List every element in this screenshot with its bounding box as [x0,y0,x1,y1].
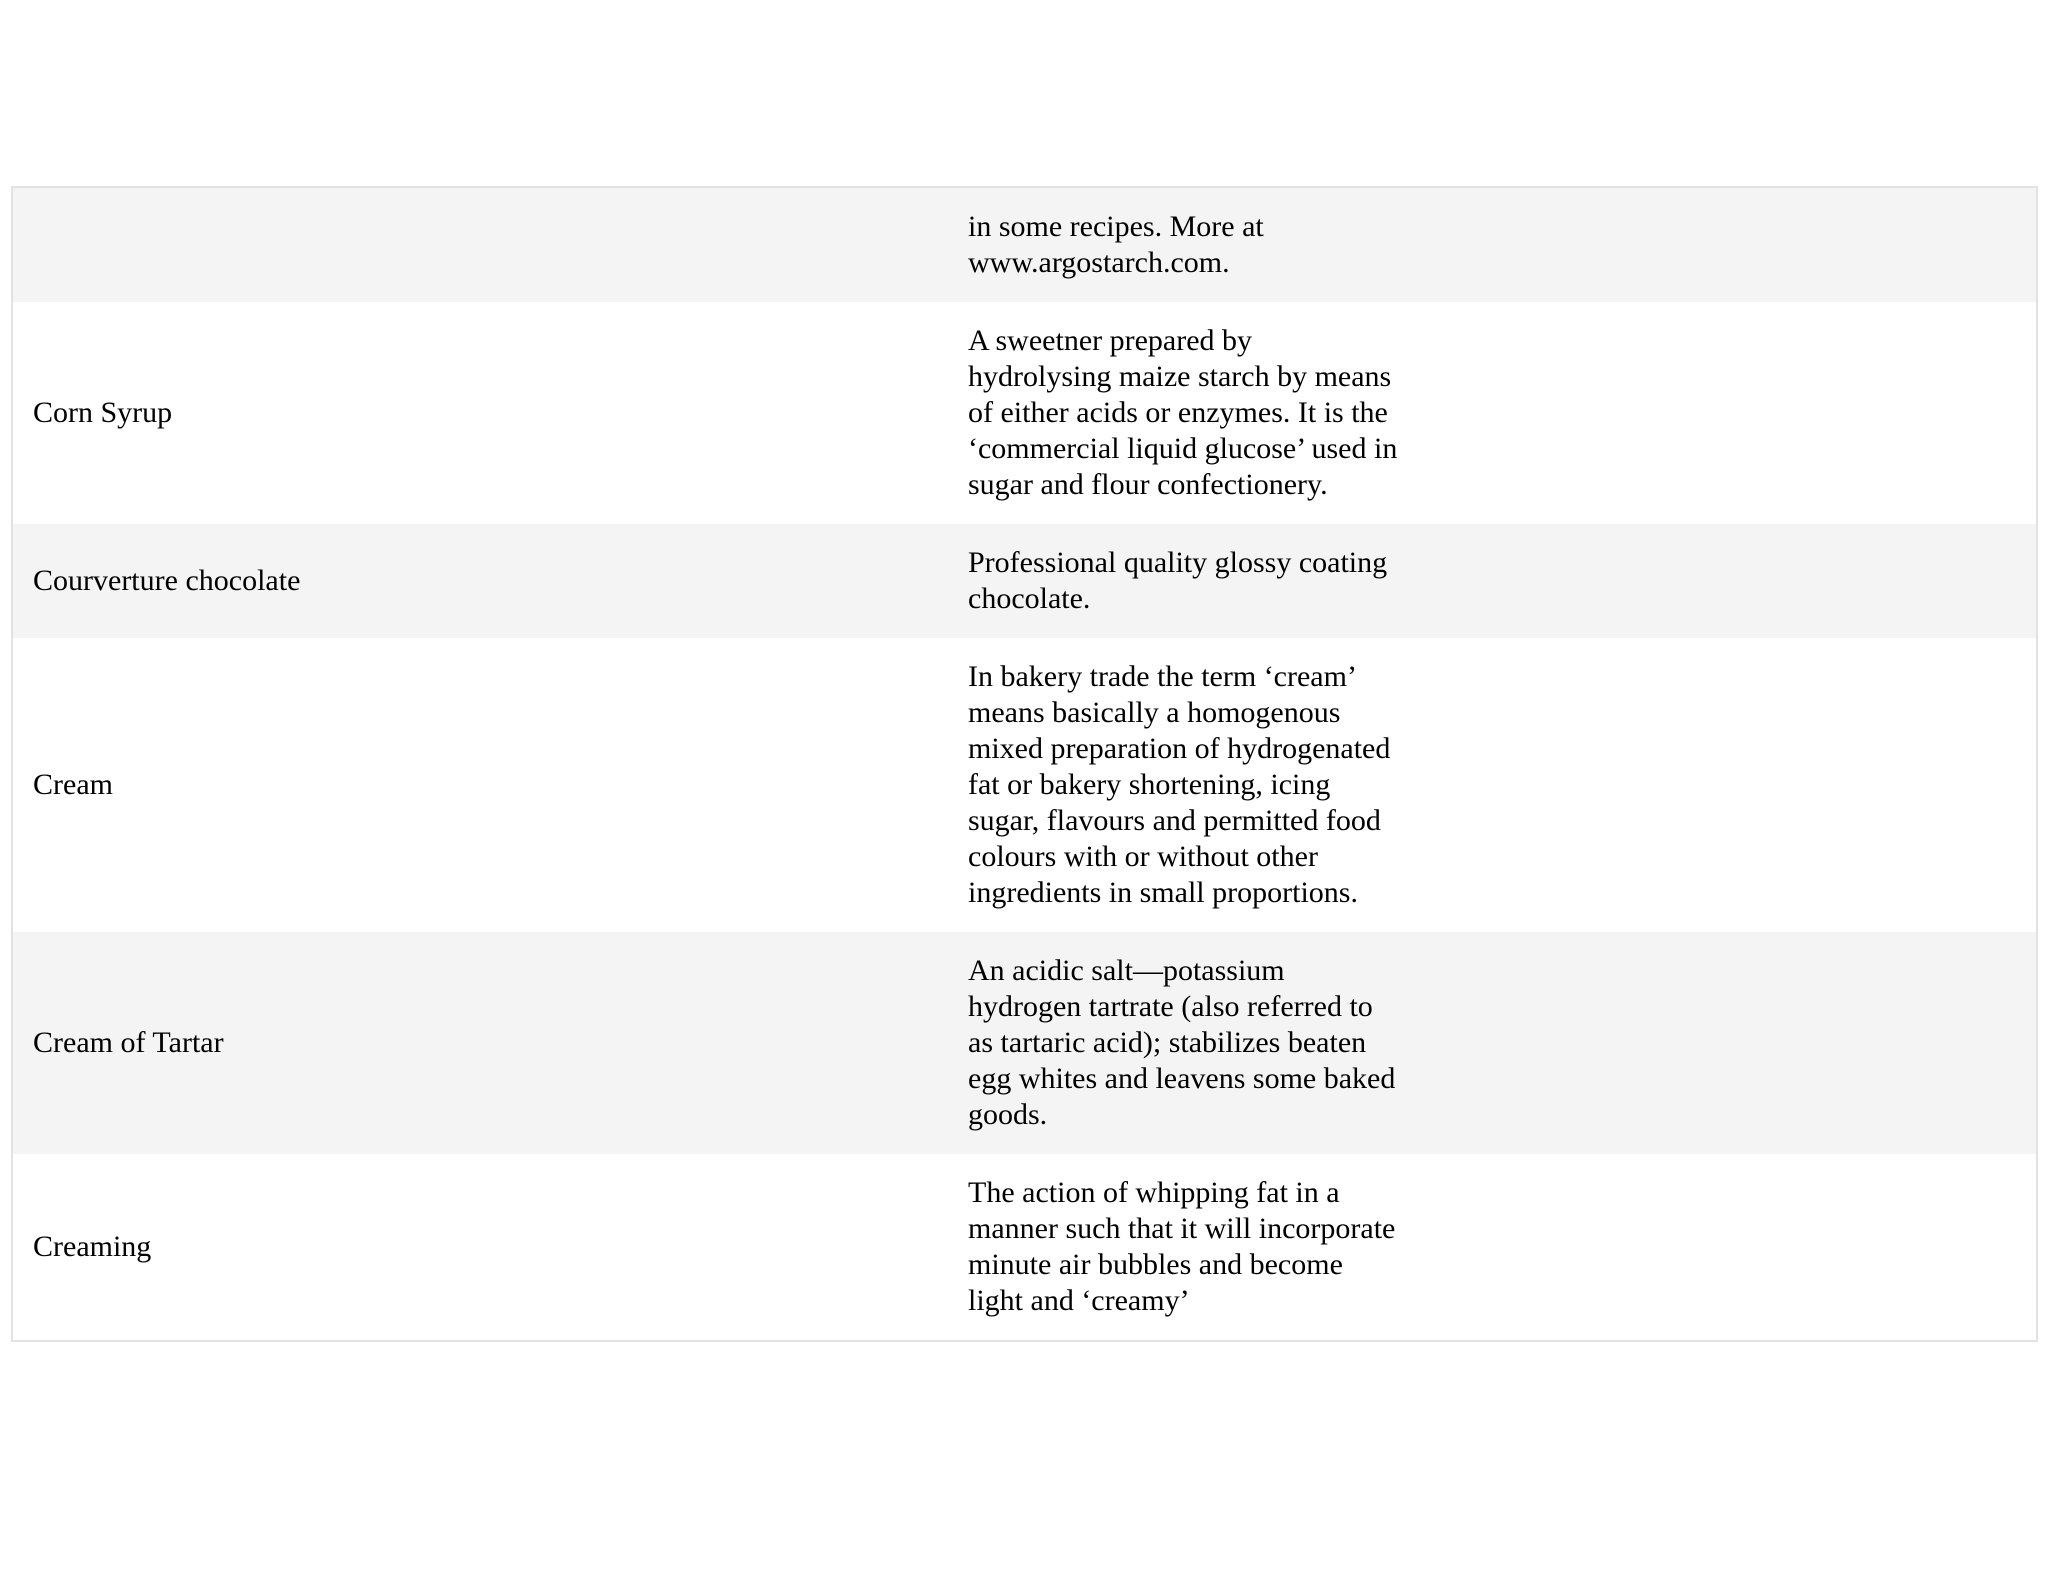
definition-cell: The action of whipping fat in a manner such that it will incorporate minute air bubbles and become light and ‘creamy’ [968,1176,1396,1317]
term-cell: Cream of Tartar [33,1026,224,1059]
term-cell: Corn Syrup [33,396,173,429]
table-row [13,302,2036,524]
definition-cell: An acidic salt—potassium hydrogen tartrate (also referred to as tartaric acid); stabilizes beaten egg whites and leavens some baked goods. [968,954,1396,1131]
table-row [13,932,2036,1154]
definition-cell: in some recipes. More at www.argostarch.com. [968,210,1264,279]
table-row [13,524,2036,638]
table-row [13,188,2036,302]
definition-cell: In bakery trade the term ‘cream’ means basically a homogenous mixed preparation of hydrogenated fat or bakery shortening, icing sugar, flavours and permitted food colours with or without other ingredients in small proportions. [968,660,1391,909]
term-cell: Cream [33,768,113,801]
glossary-table [11,186,2038,1342]
definition-cell: A sweetner prepared by hydrolysing maize starch by means of either acids or enzymes. It is the ‘commercial liquid glucose’ used in sugar and flour confectionery. [968,324,1398,501]
term-cell: Courverture chocolate [33,564,301,597]
definition-cell: Professional quality glossy coating chocolate. [968,546,1388,615]
term-cell: Creaming [33,1230,152,1263]
table-row [13,638,2036,932]
table-row [13,1154,2036,1340]
